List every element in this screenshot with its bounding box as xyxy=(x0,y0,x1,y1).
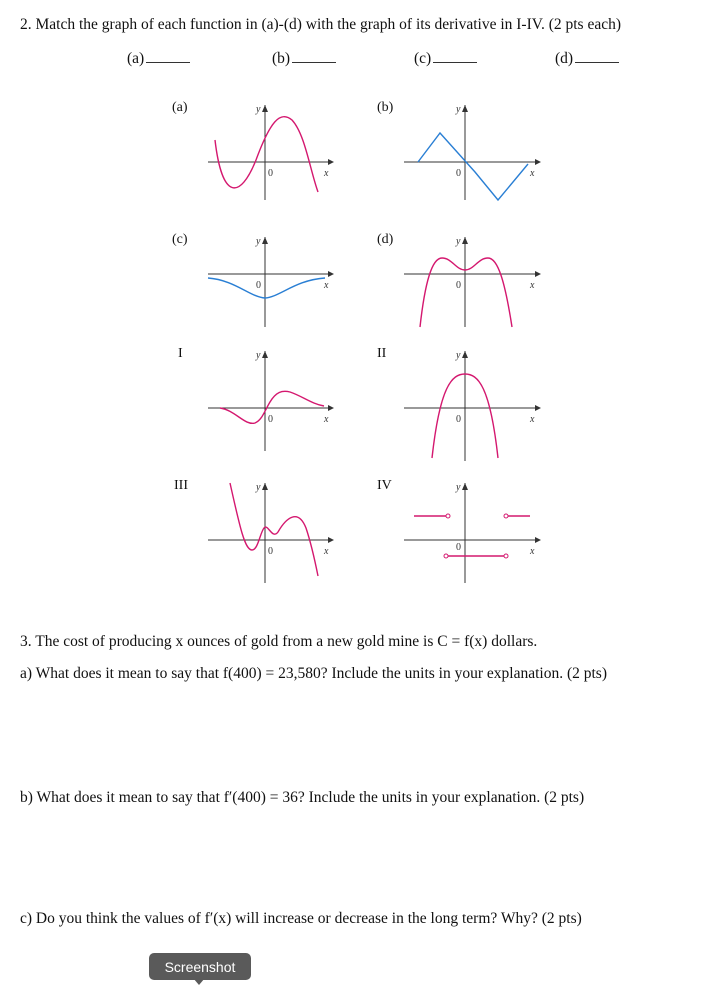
svg-text:x: x xyxy=(530,168,535,179)
svg-text:0: 0 xyxy=(456,542,461,553)
blank-line-b[interactable] xyxy=(292,48,336,63)
graph-label-IV: IV xyxy=(377,478,392,493)
blank-label-b: (b) xyxy=(272,50,291,67)
svg-text:0: 0 xyxy=(256,280,261,291)
svg-text:y: y xyxy=(256,104,261,115)
answer-blank-c[interactable] xyxy=(414,48,477,68)
graph-label-d: (d) xyxy=(377,232,394,247)
graph-label-a: (a) xyxy=(172,100,188,115)
screenshot-button-pointer xyxy=(193,978,205,985)
question-3-title: 3. The cost of producing x ounces of gold from a new gold mine is C = f(x) dollars. xyxy=(20,633,538,650)
question-3a: a) What does it mean to say that f(400) = 23,580? Include the units in your explanation. (2 pts) xyxy=(20,665,607,682)
graph-a xyxy=(200,100,340,200)
svg-text:x: x xyxy=(530,280,535,291)
blank-label-a: (a) xyxy=(127,50,145,67)
question-2-title: 2. Match the graph of each function in (a)-(d) with the graph of its derivative in I-IV. (2 pts each) xyxy=(20,16,621,33)
graph-label-b: (b) xyxy=(377,100,394,115)
graph-d xyxy=(400,232,545,332)
svg-text:0: 0 xyxy=(456,414,461,425)
graph-II xyxy=(400,346,545,466)
svg-text:0: 0 xyxy=(456,280,461,291)
graph-label-III: III xyxy=(174,478,188,493)
svg-text:x: x xyxy=(530,546,535,557)
svg-text:x: x xyxy=(324,168,329,179)
svg-text:x: x xyxy=(530,414,535,425)
svg-text:y: y xyxy=(456,104,461,115)
svg-text:0: 0 xyxy=(268,546,273,557)
graph-c xyxy=(200,232,340,332)
svg-text:y: y xyxy=(456,482,461,493)
svg-text:0: 0 xyxy=(456,168,461,179)
svg-text:y: y xyxy=(256,482,261,493)
answer-blank-d[interactable] xyxy=(555,48,619,68)
answer-blank-a[interactable] xyxy=(127,48,190,68)
question-3c: c) Do you think the values of f′(x) will increase or decrease in the long term? Why? (2 pts) xyxy=(20,910,582,927)
blank-label-c: (c) xyxy=(414,50,432,67)
screenshot-button[interactable]: Screenshot xyxy=(149,953,251,980)
svg-text:0: 0 xyxy=(268,168,273,179)
graph-label-II: II xyxy=(377,346,387,361)
svg-text:x: x xyxy=(324,546,329,557)
blank-label-d: (d) xyxy=(555,50,574,67)
blank-line-c[interactable] xyxy=(433,48,477,63)
graph-IV xyxy=(400,478,545,588)
graph-III xyxy=(200,478,340,588)
question-3b: b) What does it mean to say that f′(400) = 36? Include the units in your explanation. (2 pts) xyxy=(20,789,585,806)
graph-label-c: (c) xyxy=(172,232,188,247)
blank-line-a[interactable] xyxy=(146,48,190,63)
svg-text:0: 0 xyxy=(268,414,273,425)
blank-line-d[interactable] xyxy=(575,48,619,63)
svg-text:y: y xyxy=(456,350,461,361)
graph-b xyxy=(400,100,545,200)
svg-text:x: x xyxy=(324,414,329,425)
svg-text:y: y xyxy=(256,350,261,361)
svg-text:y: y xyxy=(456,236,461,247)
svg-text:y: y xyxy=(256,236,261,247)
graph-label-I: I xyxy=(178,346,183,361)
answer-blank-b[interactable] xyxy=(272,48,336,68)
graph-I xyxy=(200,346,340,456)
svg-text:x: x xyxy=(324,280,329,291)
